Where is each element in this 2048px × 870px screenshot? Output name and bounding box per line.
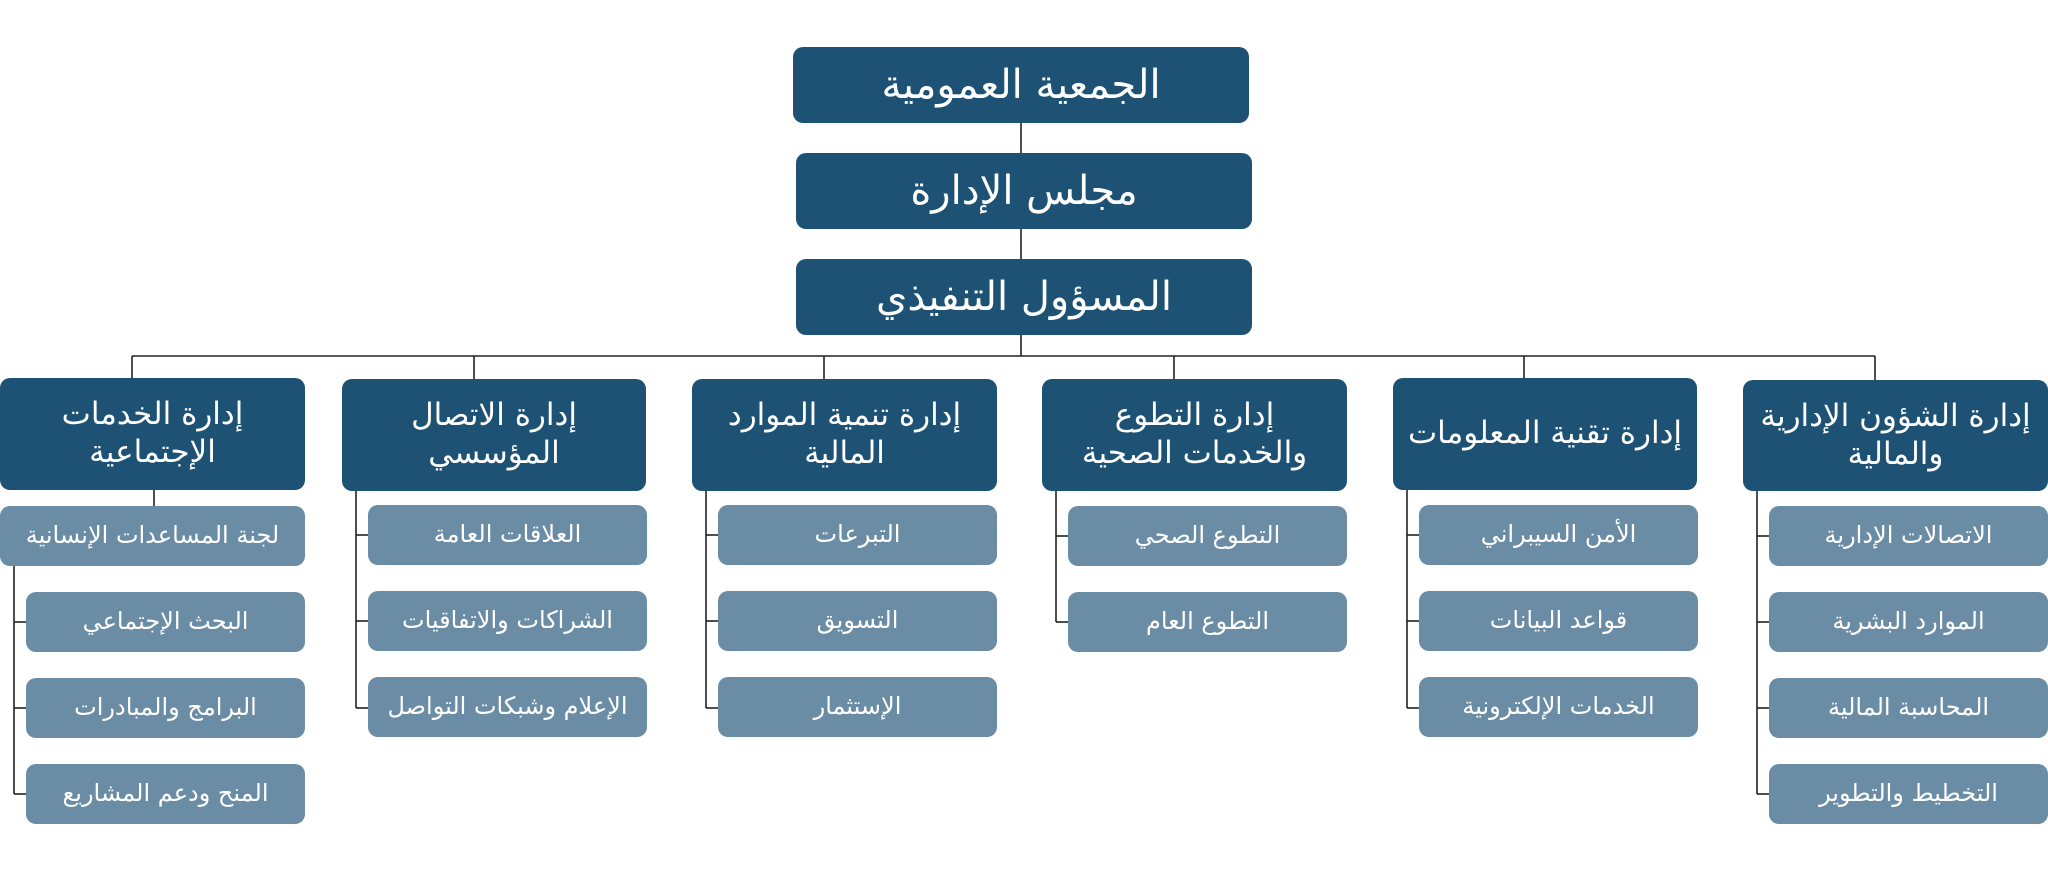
unit-financial-accounting <box>1769 678 2048 738</box>
dept-social-services-title: إدارة الخدمات الإجتماعية <box>61 396 244 470</box>
board-of-directors-label: مجلس الإدارة <box>910 167 1138 214</box>
dept-corporate-communication-box <box>342 379 646 491</box>
unit-label: التسويق <box>816 606 899 635</box>
unit-general-volunteering <box>1068 592 1347 652</box>
dept-corporate-communication-title: إدارة الاتصال المؤسسي <box>411 397 577 471</box>
unit-admin-communications <box>1769 506 2048 566</box>
unit-label: الإستثمار <box>813 692 902 721</box>
unit-databases <box>1419 591 1698 651</box>
unit-public-relations <box>368 505 647 565</box>
unit-label: الاتصالات الإدارية <box>1824 521 1993 550</box>
unit-label: التطوع الصحي <box>1134 521 1281 550</box>
unit-label: العلاقات العامة <box>433 520 582 549</box>
unit-health-volunteering <box>1068 506 1347 566</box>
unit-label: الخدمات الإلكترونية <box>1462 692 1655 721</box>
unit-label: الإعلام وشبكات التواصل <box>387 692 628 721</box>
dept-volunteering-health-title: إدارة التطوع والخدمات الصحية <box>1081 397 1308 471</box>
unit-media-networks <box>368 677 647 737</box>
dept-admin-finance-title: إدارة الشؤون الإدارية والمالية <box>1760 397 2031 472</box>
unit-social-research <box>26 592 305 652</box>
unit-marketing <box>718 591 997 651</box>
dept-it-title: إدارة تقنية المعلومات <box>1407 415 1683 452</box>
unit-label: البرامج والمبادرات <box>74 693 257 722</box>
unit-e-services <box>1419 677 1698 737</box>
dept-financial-resources-box <box>692 379 997 491</box>
unit-human-resources <box>1769 592 2048 652</box>
general-assembly-box <box>793 47 1249 123</box>
unit-label: البحث الإجتماعي <box>82 607 249 636</box>
unit-donations <box>718 505 997 565</box>
unit-label: قواعد البيانات <box>1489 606 1628 635</box>
dept-it-box <box>1393 378 1697 490</box>
unit-cybersecurity <box>1419 505 1698 565</box>
unit-label: الشراكات والاتفاقيات <box>402 606 613 635</box>
unit-programs-initiatives <box>26 678 305 738</box>
unit-label: المنح ودعم المشاريع <box>62 779 269 808</box>
unit-grants-projects <box>26 764 305 824</box>
general-assembly-label: الجمعية العمومية <box>881 61 1161 108</box>
dept-financial-resources-title: إدارة تنمية الموارد المالية <box>727 397 962 471</box>
unit-partnerships <box>368 591 647 651</box>
unit-humanitarian-aid-committee <box>0 506 305 566</box>
unit-label: التبرعات <box>814 520 901 549</box>
unit-label: التخطيط والتطوير <box>1819 779 1998 808</box>
unit-label: الموارد البشرية <box>1832 607 1985 636</box>
dept-admin-finance-box <box>1743 380 2048 491</box>
unit-label: المحاسبة المالية <box>1827 693 1990 722</box>
unit-planning-development <box>1769 764 2048 824</box>
dept-social-services-box <box>0 378 305 490</box>
unit-label: الأمن السيبراني <box>1480 520 1637 549</box>
executive-officer-box <box>796 259 1252 335</box>
board-of-directors-box <box>796 153 1252 229</box>
dept-volunteering-health-box <box>1042 379 1347 491</box>
unit-label: التطوع العام <box>1146 607 1269 636</box>
executive-officer-label: المسؤول التنفيذي <box>876 273 1172 320</box>
unit-label: لجنة المساعدات الإنسانية <box>25 521 280 550</box>
unit-investment <box>718 677 997 737</box>
